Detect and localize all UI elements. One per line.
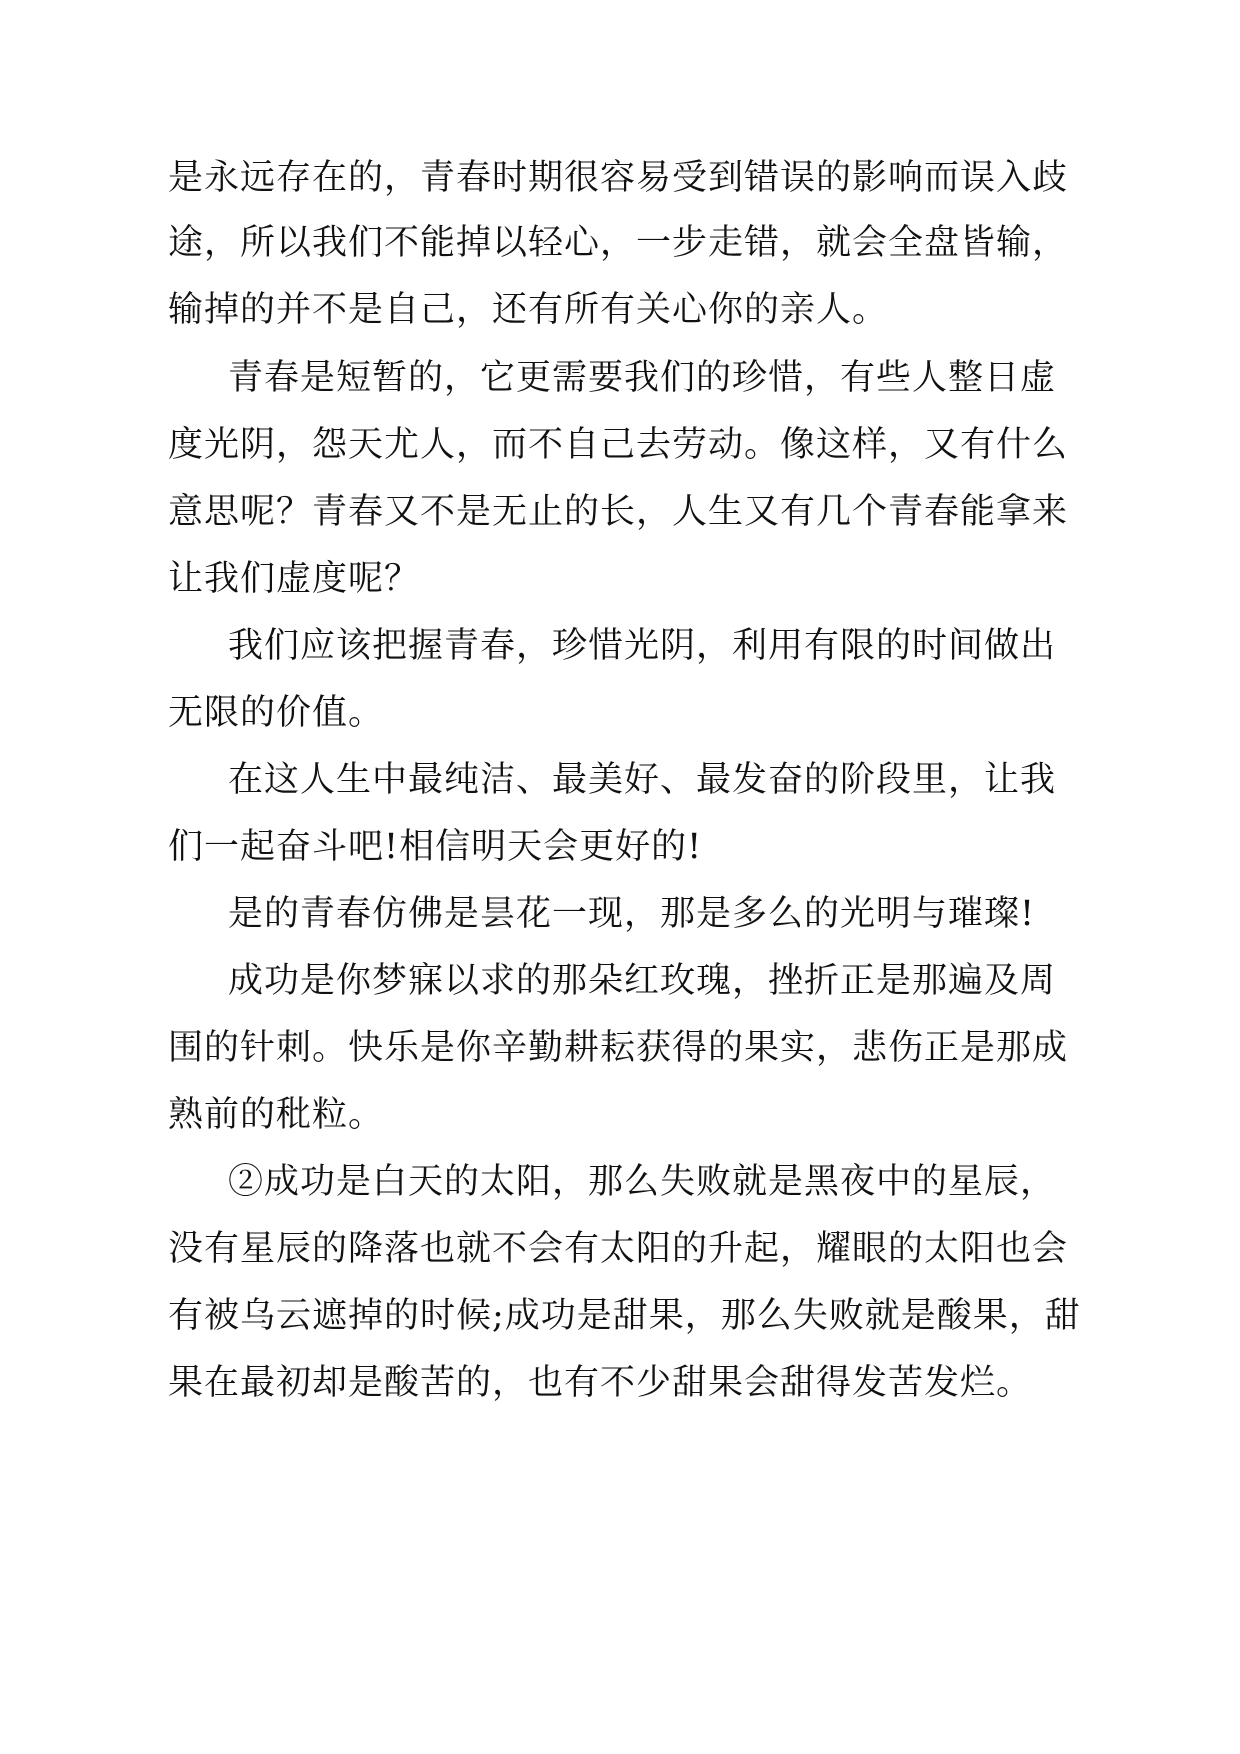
text-line: 围的针刺。快乐是你辛勤耕耘获得的果实，悲伤正是那成 [168, 1028, 1069, 1068]
text-line: 意思呢？青春又不是无止的长，人生又有几个青春能拿来 [168, 492, 1069, 532]
text-line: 熟前的秕粒。 [168, 1095, 385, 1135]
text-line: 度光阴，怨天尤人，而不自己去劳动。像这样，又有什么 [168, 425, 1069, 465]
text-line: 输掉的并不是自己，还有所有关心你的亲人。 [168, 290, 889, 330]
text-line: 途，所以我们不能掉以轻心，一步走错，就会全盘皆输， [168, 223, 1069, 263]
text-line: 们一起奋斗吧!相信明天会更好的! [168, 827, 703, 867]
text-line: 让我们虚度呢？ [168, 559, 421, 599]
text-line: 是的青春仿佛是昙花一现，那是多么的光明与璀璨! [228, 894, 1036, 934]
text-line: 我们应该把握青春，珍惜光阴，利用有限的时间做出 [228, 626, 1057, 666]
text-line: 有被乌云遮掉的时候;成功是甜果，那么失败就是酸果，甜 [168, 1296, 1081, 1336]
text-line: 在这人生中最纯洁、最美好、最发奋的阶段里，让我 [228, 760, 1057, 800]
text-line: 成功是你梦寐以求的那朵红玫瑰，挫折正是那遍及周 [228, 961, 1057, 1001]
text-line: 青春是短暂的，它更需要我们的珍惜，有些人整日虚 [228, 358, 1057, 398]
text-line: 是永远存在的，青春时期很容易受到错误的影响而误入歧 [168, 158, 1069, 198]
text-line: 没有星辰的降落也就不会有太阳的升起，耀眼的太阳也会 [168, 1229, 1069, 1269]
text-line: 果在最初却是酸苦的，也有不少甜果会甜得发苦发烂。 [168, 1363, 1033, 1403]
text-line: ②成功是白天的太阳，那么失败就是黑夜中的星辰， [228, 1162, 1057, 1202]
text-line: 无限的价值。 [168, 693, 385, 733]
